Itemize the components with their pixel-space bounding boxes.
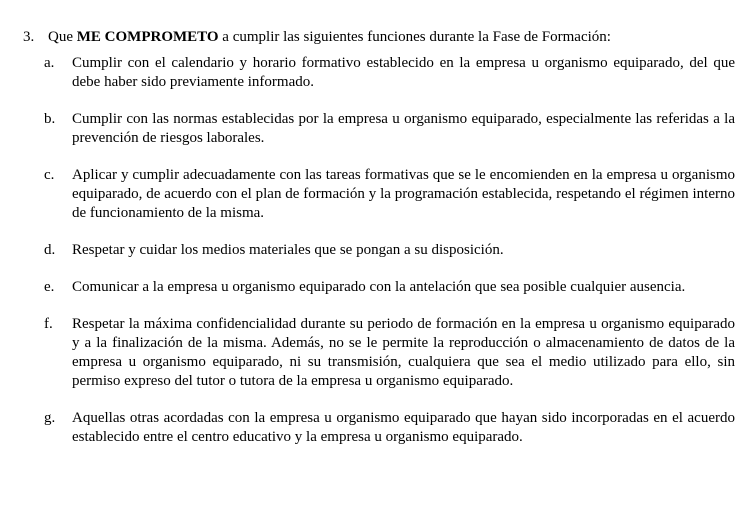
sub-item-list (0, 54, 735, 447)
sub-item-letter: c. (44, 167, 55, 183)
sub-item-text: Cumplir con las normas establecidas por la empresa u organismo equiparado, especialmente las referidas a la prevención de riesgos laborales. (72, 111, 735, 146)
sub-item-text: Comunicar a la empresa u organismo equiparado con la antelación que sea posible cualquier ausencia. (72, 279, 686, 295)
sub-item-text: Aplicar y cumplir adecuadamente con las tareas formativas que se le encomienden en la empresa u organismo equiparado, de acuerdo con el plan de formación y la programación establecida, respetando el régimen interno de funcionamiento de la misma. (72, 167, 735, 221)
sub-item-letter: b. (44, 111, 56, 127)
sub-item-a (44, 54, 735, 92)
sub-item-text: Aquellas otras acordadas con la empresa u organismo equiparado que hayan sido incorporadas en el acuerdo establecido entre el centro educativo y la empresa u organismo equiparado. (72, 410, 735, 445)
clause-intro (48, 28, 735, 47)
sub-item-text: Cumplir con el calendario y horario formativo establecido en la empresa u organismo equiparado, del que debe haber sido previamente informado. (72, 55, 735, 90)
sub-item-b (44, 110, 735, 148)
sub-item-letter: g. (44, 410, 56, 426)
sub-item-f (44, 315, 735, 391)
sub-item-text: Respetar y cuidar los medios materiales que se pongan a su disposición. (72, 242, 504, 258)
clause-intro-prefix: Que (48, 29, 77, 45)
sub-item-letter: a. (44, 55, 55, 71)
clause-intro-suffix: a cumplir las siguientes funciones durante la Fase de Formación: (218, 29, 611, 45)
sub-item-e (44, 278, 735, 297)
sub-item-c (44, 166, 735, 223)
sub-item-g (44, 409, 735, 447)
sub-item-letter: e. (44, 279, 55, 295)
clause-number: 3. (23, 29, 35, 45)
sub-item-d (44, 241, 735, 260)
clause-intro-bold: ME COMPROMETO (76, 29, 219, 45)
sub-item-letter: d. (44, 242, 56, 258)
sub-item-text: Respetar la máxima confidencialidad durante su periodo de formación en la empresa u organismo equiparado y a la finalización de la misma. Además, no se le permite la reproducción o almacenamiento de datos de la empresa u organismo equiparado, ni su transmisión, cualquiera que sea el medio utilizado para ello, sin permiso expreso del tutor o tutora de la empresa u organismo equiparado. (72, 316, 735, 389)
sub-item-letter: f. (44, 316, 53, 332)
clause-item-3 (23, 28, 735, 47)
